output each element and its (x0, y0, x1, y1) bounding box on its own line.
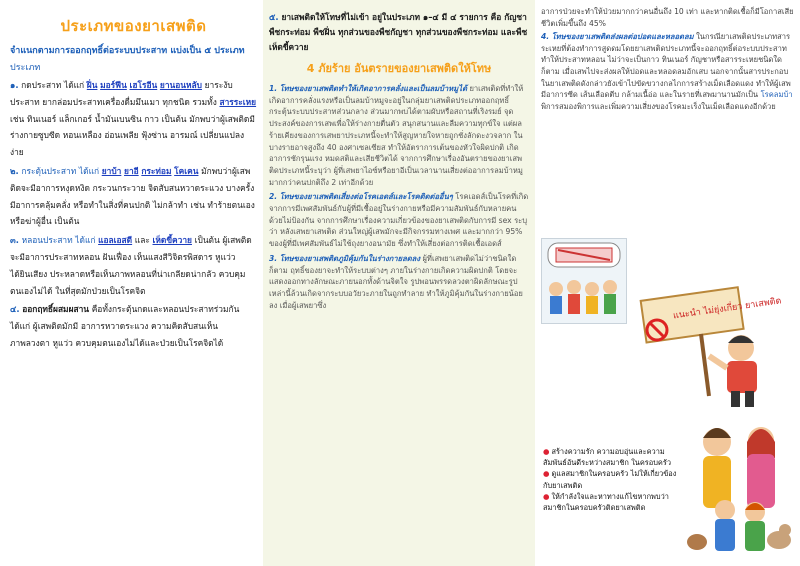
family-bullet-1: สร้างความรัก ความอบอุ่นและความสัมพันธ์อันดีระหว่างสมาชิก ในครอบครัว (543, 447, 671, 468)
danger-1-title: โทษของยาเสพติดทำให้เกิดอาการคลั่งและเป็นลมบ้าหมูได้ (279, 84, 468, 93)
column-lungs-family (535, 0, 800, 566)
family-bullet: ● ให้กำลังใจและหาทางแก้ไขหากพบว่าสมาชิกในครอบครัวติดยาเสพติด (543, 491, 669, 513)
type-1-num: ๑. (10, 80, 19, 90)
type-5-text: ยาเสพติดให้โทษที่ไม่เข้า อยู่ในประเภท ๑–๔ มี ๔ รายการ คือ กัญชา พืชกระท่อม พืชฝิ่น ทุกส่วนของพืชกัญชา ทุกส่วนของพืชกระท่อม และพืชเห็ดขี้ควาย (269, 12, 528, 52)
family-illustration (683, 412, 795, 562)
type-2-num: ๒. (10, 165, 19, 176)
cartoon-image (542, 239, 626, 323)
type-4-text: คือทั้งกระตุ้นกดและหลอนประสาทร่วมกันได้แก่ ผู้เสพติดมักมี อาการหวาดระแวง ความคิดสับสนเห็นภาพลวงตา หูแว่ว ควบคุมตนเองไม่ได้และป่วยเป็นโรคจิตได้ (10, 304, 240, 348)
drug-kratom: กระท่อม (141, 165, 172, 176)
dangers-heading: 4 ภัยร้าย อันตรายของยาเสพติดให้โทษ (306, 62, 492, 75)
drug-opium: ฝิ่น (86, 80, 98, 90)
danger-2-num: 2. (269, 192, 278, 202)
danger-3-text: ผู้ที่เสพยาเสพติดไม่ว่าชนิดใดก็ตาม ฤทธิ์ของยาจะทำให้ระบบต่างๆ ภายในร่างกายเกิดความผิดปกติ โดยจะแสดงออกทางลักษณะภายนอกทั้งด้านจิตใจ รูปพอนพรรดลวงตาผิดลักษณะรูป เหล่านี้ล้วนเกิดจากระบบอวัยวะภายในถูกทำลาย ทำให้ภูมิคุ้มกันในร่างกายน้อยลง เมื่อผู้เสพยาซึ่ง (269, 253, 523, 310)
danger-2-text: โรคเอดส์เป็นโรคที่เกิดจากการมีเพศสัมพันธ์กับผู้ที่มีเชื้ออยู่ในร่างกายหรือมีความสัมพันธ์กับหลายคนด้วยไม่ป้องกัน จากการศึกษาเรื่องความเกี่ยวข้องของยาเสพติดกับการมี sex ระบุว่า หลังเสพยาเสพติด ส่วนใหญ่ผู้เสพมักจะมีกิจกรรมทางเพศ และมากกว่า 95% ของผู้ที่มีเพศสัมพันธ์ไม่ใช้ถุงยางอนามัย ซึ่งทำให้เสี่ยงต่อการติดเชื้อเอดส์ (269, 192, 529, 249)
danger-4-num: 4. (541, 32, 550, 42)
family-bullet: ● ดูแลสมาชิกในครอบครัว ไม่ให้เกี่ยวข้องกับยาเสพติด (543, 469, 677, 490)
type-1-paragraph (10, 77, 257, 161)
family-bullet-2: ดูแลสมาชิกในครอบครัว ไม่ให้เกี่ยวข้องกับยาเสพติด (543, 469, 677, 490)
drug-inhalants: สารระเหย (219, 96, 257, 107)
family-bullet: ● สร้างความรัก ความอบอุ่นและความสัมพันธ์อันดีระหว่างสมาชิก ในครอบครัว (543, 447, 671, 468)
type-1-lead: กดประสาท ได้แก่ (21, 80, 85, 90)
danger-4-text-b: พิการสมองพิการและเพิ่มความเสี่ยงของโรคมะเร็งในเม็ดเลือดแดงอีกด้วย (541, 101, 776, 111)
danger-1-num: 1. (269, 84, 278, 93)
column-dangers (263, 0, 535, 566)
type-3-num: ๓. (10, 235, 19, 246)
drug-morphine: มอร์ฟีน (100, 80, 127, 90)
danger-1-text: ยาเสพติดที่ทำให้เกิดอาการคลั่งแรงหรือเป็นลมบ้าหมูจะอยู่ในกลุ่มยาเสพติดประเภทออกฤทธิ์กระตุ้นระบบประสาทส่วนกลาง ส่วนมากพบได้ตามผับหรือสถานที่เริงรมย์ จุดประสงค์ของการเสพเพื่อให้ร่างกายตื่นตัว สนุกสนานและลืมความทุกข์ใจ แต่ผลร้ายเคียงของการเสพยาประเภทนี้จะทำให้สูญหายใจหายถูกชั่งลักดะงวจลาก ในบางรายอาจสูงถึง 40 องศาเซลเซียส ทำให้อัตราการเต้นของหัวใจผิดปกติ เกิดอาการชักรุนแรง หมดสติและเสียชีวิตได้ จากการศึกษาเรื่องอันตรายของยาเสพติดประเภทนี้ระบุว่า ผู้ที่เสพยาไอซ์หรือยาอีเป็นเวลานานเสี่ยงต่ออาการลมบ้าหมูมากกว่าคนปกติถึง 2 เท่าอีกด้วย (269, 84, 524, 187)
column-drug-types (0, 0, 263, 566)
drug-ecstasy: ยาอี (124, 165, 139, 176)
sign-text: แนะนำ ไม่ยุ่งเกี่ยว ยาเสพติด (672, 296, 783, 322)
drug-lsd: แอลเอสดี (98, 235, 133, 246)
anti-drug-cartoon (541, 238, 627, 324)
drug-sleeping-pills: ยานอนหลับ (159, 80, 202, 90)
drug-yaba: ยาบ้า (101, 165, 122, 176)
family-image (683, 412, 795, 562)
no-drugs-sign-illustration (631, 286, 796, 411)
type-4-paragraph (10, 301, 257, 351)
danger-item-3 (269, 253, 529, 312)
danger-3-num: 3. (269, 253, 278, 263)
drug-heroin: เฮโรอีน (129, 80, 158, 90)
type-1-text-b: เช่น ทินเนอร์ แล็กเกอร์ น้ำมันเบนซิน กาว เป็นต้น มักพบว่าผู้เสพติดมี ร่างกายซูบซีด หอนเหลือง อ่อนเพลีย ฟุ้งซ่าน อารมณ์ เปลี่ยนแปลงง่าย (10, 113, 255, 158)
family-bullet-3: ให้กำลังใจและหาทางแก้ไขหากพบว่าสมาชิกในครอบครัวติดยาเสพติด (543, 491, 669, 513)
type-3-lead: หลอนประสาท ได้แก่ (21, 235, 96, 246)
type-4-lead: ออกฤทธิ์ผสมผสาน (22, 304, 90, 315)
type-3-text: เป็นต้น ผู้เสพติดจะมีอาการประสาทหลอน ฝันเฟื่อง เห็นแสงสีวิจิตรพิสดาร หูแว่ว ได้ยินเสียง ประหลาดหรือเห็นภาพหลอนที่น่าเกลียดน่ากลัว ควบคุมตนเองไม่ได้ ในที่สุดมักป่วยเป็นโรคจิต (10, 235, 252, 296)
type-5-paragraph (269, 10, 529, 55)
types-subtitle: จำแนกตามการออกฤทธิ์ต่อระบบประสาท แบ่งเป็น ๕ ประเภท (10, 46, 245, 56)
type-label: ประเภท (10, 63, 41, 73)
danger-4-link: โรคลมบ้า (760, 90, 793, 100)
family-bullets (543, 446, 677, 513)
drug-cocaine: โคเคน (174, 165, 199, 176)
type-3-paragraph (10, 232, 257, 299)
type-2-paragraph (10, 163, 257, 230)
danger-4-text-a: ในกรณียาเสพติดประเภทสารระเหยที่ต้องทำการสูดดมโดยยาเสพติดประเภทนี้จะออกฤทธิ์ต่อระบบประสาททำให้ประสาทหลอน ไม่ว่าจะเป็นกาว ทินเนอร์ กัญชาหรือสารระเหยชนิดใดก็ตาม เมื่อเสพไปจะส่งผลให้ปอดและหลอดลมอักเสบ นอกจากนั้นสารประกอบในยาเสพติดดังกล่าวยังเข้าไปขัดขวางกลไกการสร้างเม็ดเลือดแดง ทำให้ผู้เสพมีอาการซีด เส้นเลือดตีบ กล้ามเนื้อ่อ และในรายที่เสพมานานมักเป็น (541, 32, 791, 100)
danger-3-title: โทษของยาเสพติดภูมิคุ้มกันในร่างกายลดลง (279, 253, 421, 263)
type-5-num: ๕. (269, 12, 279, 22)
danger-2-title: โทษของยาเสพติดเสี่ยงต่อโรคเอดส์และโรคติดต่ออื่นๆ (279, 192, 453, 202)
drug-magic-mushroom: เห็ดขี้ควาย (152, 235, 192, 246)
danger-item-2 (269, 191, 529, 250)
danger-item-1 (269, 83, 529, 188)
type-1-text-a: ยาระงับประสาท ยากล่อมประสาทเครื่องดื่มมึนเมา ทุกชนิด รวมทั้ง (10, 80, 233, 107)
sign-image (631, 286, 796, 411)
type-2-text: มักพบว่าผู้เสพติดจะมีอาการหงุดหงิด กระวนกระวาย จิตสับสนหวาดระแวง บางครั้งมีอาการคลุ้มคลั่ง หรือทำในสิ่งที่คนปกติ ไม่กล้าทำ เช่น ทำร้ายตนเอง หรือฆ่าผู้อื่น เป็นต้น (10, 165, 255, 227)
danger-item-4 (541, 31, 794, 112)
type-4-num: ๔. (10, 304, 20, 315)
page-title: ประเภทของยาเสพติด (60, 17, 207, 35)
type-3-and: และ (134, 235, 150, 246)
intro-continued: อาการป่วยจะทำให้ป่วยมากกว่าคนอื่นถึง 10 เท่า และหากติดเชื้อก็มีโอกาสเสียชีวิตเพิ่มขึ้นถึง 45% (541, 7, 794, 28)
type-2-lead: กระตุ้นประสาท ได้แก่ (21, 165, 100, 176)
danger-4-title: โทษของยาเสพติดส่งผลต่อปอดและหลอดลม (551, 32, 694, 42)
